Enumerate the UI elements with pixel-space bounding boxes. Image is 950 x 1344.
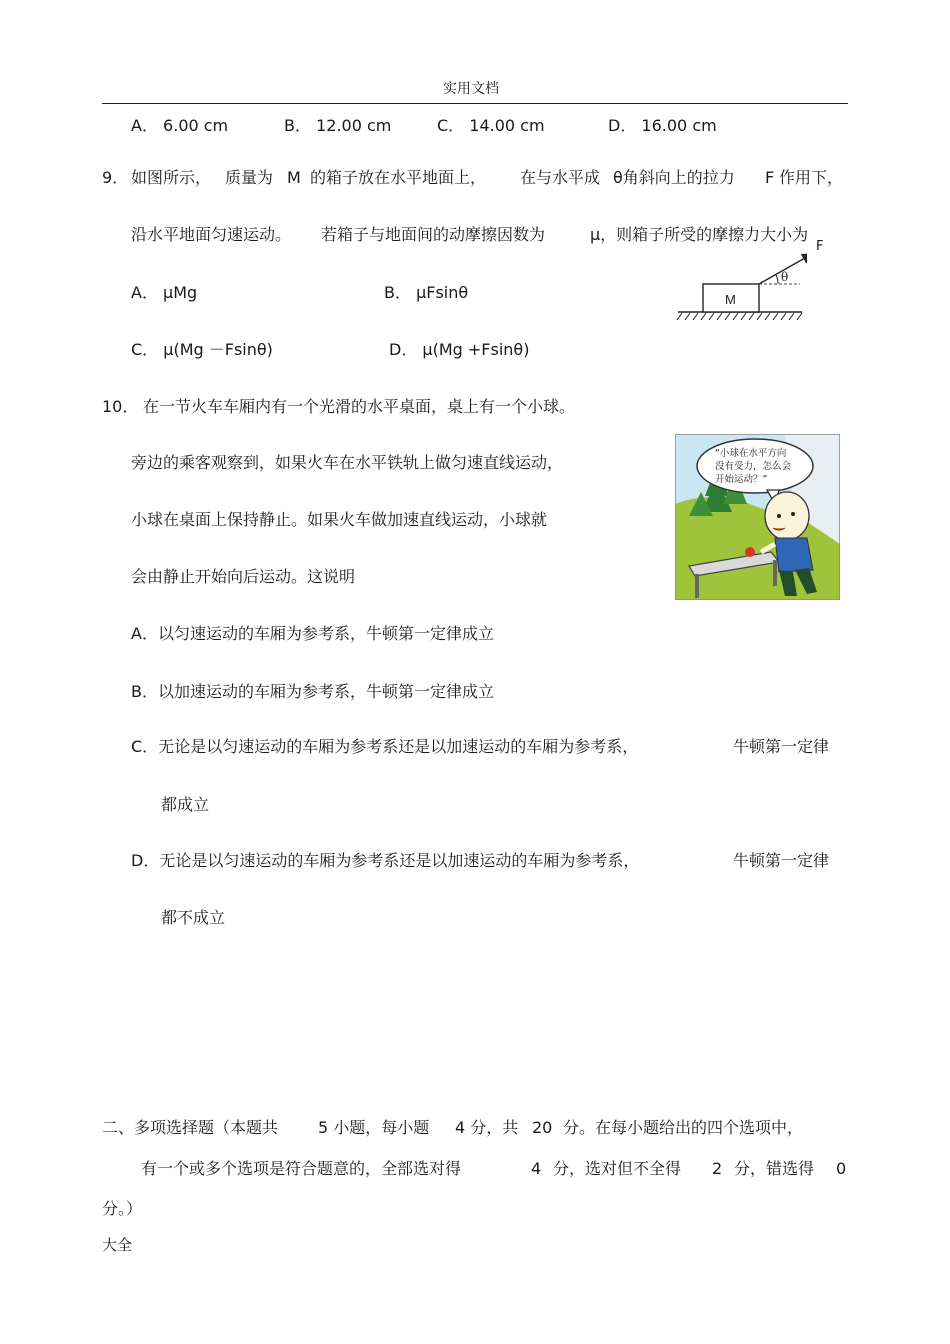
q10-option-d-tail: 牛顿第一定律 <box>733 851 830 870</box>
q10-line: 旁边的乘客观察到，如果火车在水平铁轨上做匀速直线运动， <box>131 453 564 472</box>
q9-text: M <box>287 168 301 187</box>
q10-option-c-cont: 都成立 <box>161 795 210 814</box>
q10-option-d-cont: 都不成立 <box>161 908 226 927</box>
force-label-text: F <box>816 239 824 254</box>
section2-text: 分。在每小题给出的四个选项中， <box>563 1118 804 1137</box>
section2-text: 分，错选得 <box>734 1159 815 1178</box>
section2-text: 20 <box>532 1118 553 1137</box>
q8-option-b: B． 12.00 cm <box>284 116 392 135</box>
section2-text: 4 <box>531 1159 542 1178</box>
q10-option-b: B．以加速运动的车厢为参考系，牛顿第一定律成立 <box>131 682 494 701</box>
q9-text: 质量为 <box>225 168 274 187</box>
q9-option-a: A． μMg <box>131 283 198 302</box>
q9-number: 9． <box>102 168 129 187</box>
q10-line: 小球在桌面上保持静止。如果火车做加速直线运动，小球就 <box>131 510 548 529</box>
q8-option-c: C． 14.00 cm <box>437 116 545 135</box>
box-force-diagram <box>672 236 807 324</box>
section2-text: 有一个或多个选项是符合题意的，全部选对得 <box>141 1159 462 1178</box>
header-rule <box>102 103 848 104</box>
q8-option-d: D． 16.00 cm <box>608 116 717 135</box>
bubble-line-1: “小球在水平方向 <box>715 448 787 459</box>
angle-label: θ <box>781 270 789 284</box>
q10-option-c-tail: 牛顿第一定律 <box>733 737 830 756</box>
q10-number: 10． <box>102 397 139 416</box>
section2-text: 0 <box>836 1159 847 1178</box>
q9-text: 作用下， <box>779 168 844 187</box>
q9-text: F <box>765 168 775 187</box>
q9-option-d: D． μ(Mg +Fsinθ) <box>389 340 530 359</box>
bubble-line-3: 开始运动？” <box>715 474 768 485</box>
q10-option-c: C．无论是以匀速运动的车厢为参考系还是以加速运动的车厢为参考系， <box>131 737 639 756</box>
q9-text: 沿水平地面匀速运动。 <box>131 225 292 244</box>
q9-option-b: B． μFsinθ <box>384 283 469 302</box>
section2-text: 4 分，共 <box>455 1118 519 1137</box>
q9-text: 在与水平成 <box>520 168 601 187</box>
q9-text: 若箱子与地面间的动摩擦因数为 <box>321 225 546 244</box>
section2-text: 分，选对但不全得 <box>553 1159 682 1178</box>
q8-option-a: A． 6.00 cm <box>131 116 229 135</box>
angle-arc <box>776 275 778 284</box>
section2-text: 2 <box>712 1159 723 1178</box>
bubble-line-2: 没有受力，怎么会 <box>715 461 792 472</box>
train-cartoon-illustration <box>675 434 840 600</box>
q9-text: 如图所示， <box>131 168 212 187</box>
page-header-title: 实用文档 <box>443 81 499 97</box>
q10-line: 会由静止开始向后运动。这说明 <box>131 567 356 586</box>
section2-text: 分。） <box>102 1199 143 1218</box>
box-label: M <box>725 292 736 307</box>
page-footer: 大全 <box>102 1236 133 1254</box>
ground-hatching <box>677 313 802 320</box>
q10-option-a: A．以匀速运动的车厢为参考系，牛顿第一定律成立 <box>131 624 494 643</box>
q9-text: 的箱子放在水平地面上， <box>310 168 487 187</box>
section2-text: 5 小题，每小题 <box>318 1118 430 1137</box>
section2-text: 二、多项选择题（本题共 <box>102 1118 279 1137</box>
q10-line: 在一节火车车厢内有一个光滑的水平桌面，桌上有一个小球。 <box>143 397 576 416</box>
ball-icon <box>745 547 755 557</box>
q9-option-c: C． μ(Mg －Fsinθ) <box>131 340 273 359</box>
q9-text: θ角斜向上的拉力 <box>613 168 735 187</box>
q9-text: μ，则箱子所受的摩擦力大小为 <box>590 225 809 244</box>
q10-option-d: D．无论是以匀速运动的车厢为参考系还是以加速运动的车厢为参考系， <box>131 851 640 870</box>
